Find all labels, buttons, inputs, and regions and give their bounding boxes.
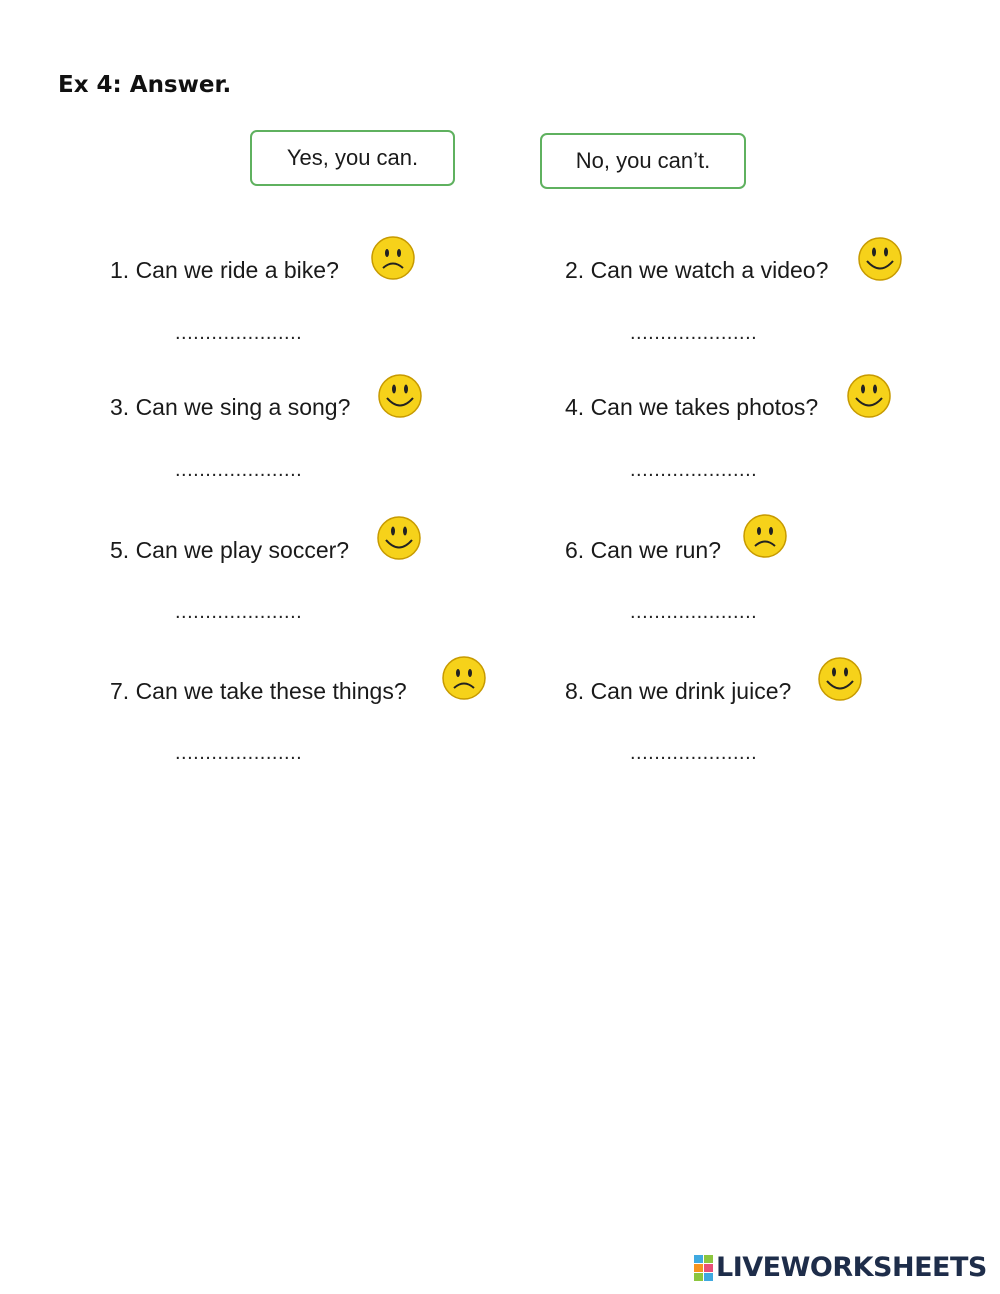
answer-blank-1[interactable]: ..................... — [175, 322, 303, 344]
liveworksheets-logo — [694, 1252, 987, 1283]
smiley-face-icon — [376, 515, 422, 561]
smiley-face-icon — [817, 656, 863, 702]
question-1: 1. Can we ride a bike? — [110, 257, 339, 283]
sad-face-icon — [370, 235, 416, 281]
option-yes-label: Yes, you can. — [286, 145, 419, 170]
sad-face-icon — [742, 513, 788, 559]
question-6: 6. Can we run? — [565, 537, 721, 563]
option-no-box[interactable] — [540, 133, 746, 189]
question-2: 2. Can we watch a video? — [565, 257, 829, 283]
smiley-face-icon — [377, 373, 423, 419]
smiley-face-icon — [857, 236, 903, 282]
answer-blank-3[interactable]: ..................... — [175, 459, 303, 481]
smiley-face-icon — [846, 373, 892, 419]
logo-text: LIVEWORKSHEETS — [716, 1252, 987, 1283]
question-3: 3. Can we sing a song? — [110, 394, 351, 420]
answer-blank-2[interactable]: ..................... — [630, 322, 758, 344]
answer-blank-5[interactable]: ..................... — [175, 601, 303, 623]
answer-blank-6[interactable]: ..................... — [630, 601, 758, 623]
option-no-label: No, you can’t. — [575, 148, 711, 173]
question-5: 5. Can we play soccer? — [110, 537, 350, 563]
answer-blank-7[interactable]: ..................... — [175, 742, 303, 764]
option-yes-box[interactable] — [250, 130, 455, 186]
answer-blank-4[interactable]: ..................... — [630, 459, 758, 481]
logo-blocks-icon — [694, 1255, 714, 1281]
question-4: 4. Can we takes photos? — [565, 394, 819, 420]
question-7: 7. Can we take these things? — [110, 678, 407, 704]
sad-face-icon — [441, 655, 487, 701]
answer-blank-8[interactable]: ..................... — [630, 742, 758, 764]
question-8: 8. Can we drink juice? — [565, 678, 792, 704]
exercise-title: Ex 4: Answer. — [58, 72, 232, 98]
